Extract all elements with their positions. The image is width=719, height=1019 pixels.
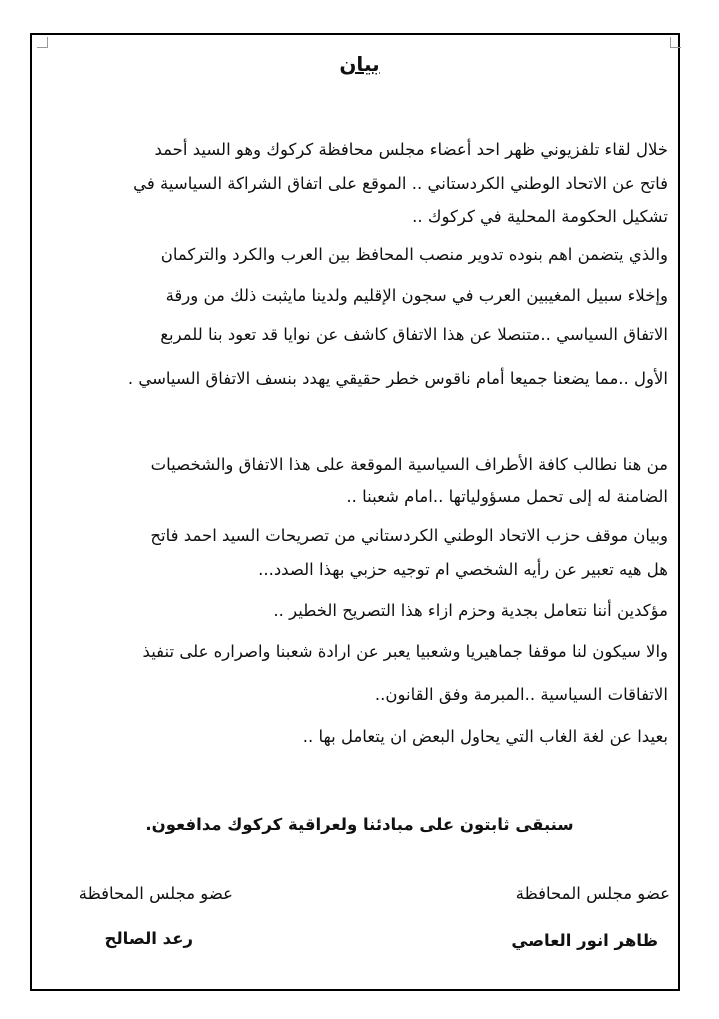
paragraph-line: بعيدا عن لغة الغاب التي يحاول البعض ان يتعامل بها .. <box>302 727 668 746</box>
signature-left-role: عضو مجلس المحافظة <box>78 884 233 903</box>
crop-mark-top-right <box>670 37 681 48</box>
paragraph-line: الضامنة له إلى تحمل مسؤولياتها ..امام شعبنا .. <box>346 487 668 506</box>
crop-mark-top-left <box>37 37 48 48</box>
paragraph-line: الأول ..مما يضعنا جميعا أمام ناقوس خطر حقيقي يهدد بنسف الاتفاق السياسي . <box>127 369 668 388</box>
paragraph-line: وإخلاء سبيل المغيبين العرب في سجون الإقليم ولدينا مايثبت ذلك من ورقة <box>165 286 668 305</box>
paragraph-line: والا سيكون لنا موقفا جماهيريا وشعبيا يعبر عن ارادة شعبنا واصراره على تنفيذ <box>142 642 668 661</box>
closing-statement: سنبقى ثابتون على مبادئنا ولعراقية كركوك مدافعون. <box>145 815 574 834</box>
paragraph-line: خلال لقاء تلفزيوني ظهر احد أعضاء مجلس محافظة كركوك وهو السيد أحمد <box>154 140 668 159</box>
paragraph-line: من هنا نطالب كافة الأطراف السياسية الموقعة على هذا الاتفاق والشخصيات <box>150 455 668 474</box>
signature-right-name: ظاهر انور العاصي <box>511 931 658 950</box>
paragraph-line: والذي يتضمن اهم بنوده تدوير منصب المحافظ بين العرب والكرد والتركمان <box>160 245 668 264</box>
paragraph-line: وبيان موقف حزب الاتحاد الوطني الكردستاني من تصريحات السيد احمد فاتح <box>150 526 668 545</box>
paragraph-line: الاتفاق السياسي ..متنصلا عن هذا الاتفاق كاشف عن نوايا قد تعود بنا للمربع <box>160 325 668 344</box>
statement-title: بيان <box>339 52 380 76</box>
paragraph-line: فاتح عن الاتحاد الوطني الكردستاني .. الموقع على اتفاق الشراكة السياسية في <box>133 174 668 193</box>
signature-left-name: رعد الصالح <box>104 929 193 948</box>
paragraph-line: هل هيه تعبير عن رأيه الشخصي ام توجيه حزبي بهذا الصدد... <box>258 560 668 579</box>
paragraph-line: مؤكدين أننا نتعامل بجدية وحزم ازاء هذا التصريح الخطير .. <box>273 601 668 620</box>
paragraph-line: الاتفاقات السياسية ..المبرمة وفق القانون.. <box>374 685 668 704</box>
paragraph-line: تشكيل الحكومة المحلية في كركوك .. <box>412 207 668 226</box>
signature-right-role: عضو مجلس المحافظة <box>515 884 670 903</box>
